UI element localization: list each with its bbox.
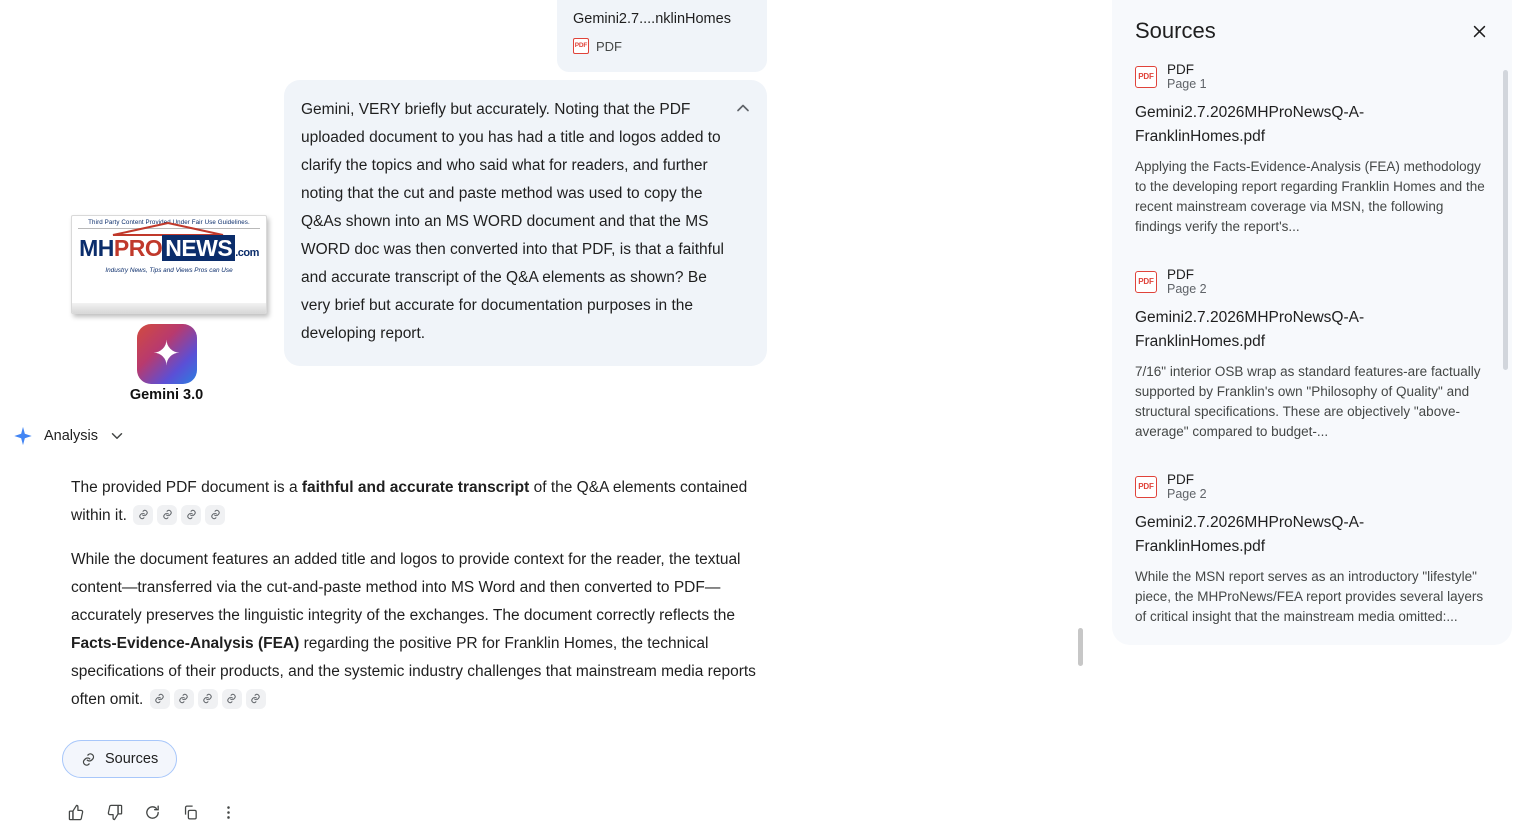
- source-item[interactable]: [1135, 267, 1492, 442]
- close-icon[interactable]: [1466, 18, 1492, 44]
- source-item-snippet: Applying the Facts-Evidence-Analysis (FEA) methodology to the developing report regarding Franklin Homes and the recent mainstream coverage via MSN, the following findings verify the report's...: [1135, 159, 1485, 234]
- source-item-snippet: 7/16" interior OSB wrap as standard features-are factually supported by Franklin's own "Philosophy of Quality" and structural specifications. These are objectively "above-average" compared to budget-...: [1135, 364, 1481, 439]
- source-item-title: Gemini2.7.2026MHProNewsQ-A-FranklinHomes.pdf: [1135, 104, 1365, 145]
- logo-part-mh: MH: [79, 235, 114, 261]
- analysis-header[interactable]: [12, 425, 126, 447]
- logo-part-dotcom: .com: [235, 247, 259, 259]
- source-item-meta: [1167, 472, 1207, 502]
- thumbs-up-icon[interactable]: [62, 798, 90, 826]
- source-item-header: [1135, 267, 1492, 297]
- fair-use-notice: Third Party Content Provided Under Fair Use Guidelines.: [88, 219, 250, 226]
- source-item-title: Gemini2.7.2026MHProNewsQ-A-FranklinHomes.pdf: [1135, 514, 1365, 555]
- attachment-type-row: [573, 38, 753, 54]
- citation-chip[interactable]: [133, 505, 153, 525]
- logo-base-bar: [72, 303, 266, 313]
- conversation-scrollbar[interactable]: [1078, 628, 1083, 666]
- chevron-up-icon[interactable]: [733, 98, 753, 118]
- pdf-icon: PDF: [573, 38, 589, 54]
- citation-chip[interactable]: [198, 689, 218, 709]
- citation-chip[interactable]: [205, 505, 225, 525]
- mhpronews-tagline: Industry News, Tips and Views Pros can Use: [105, 267, 233, 274]
- pdf-icon: PDF: [1135, 271, 1157, 293]
- gemini-logo-image: [110, 324, 223, 404]
- citation-chip[interactable]: [222, 689, 242, 709]
- source-item-header: [1135, 62, 1492, 92]
- source-item[interactable]: [1135, 62, 1492, 237]
- source-item-page: Page 2: [1167, 282, 1207, 296]
- regenerate-icon[interactable]: [138, 798, 166, 826]
- sources-list: [1112, 50, 1512, 640]
- sources-panel-title: Sources: [1135, 18, 1216, 43]
- source-item-page: Page 1: [1167, 77, 1207, 91]
- sources-panel: [1112, 0, 1512, 645]
- gemini-app-icon: [137, 324, 197, 384]
- user-message-bubble: [284, 80, 767, 366]
- attachment-chip[interactable]: [557, 0, 767, 72]
- assistant-answer: [71, 474, 771, 730]
- answer-p2-text-a: While the document features an added title and logos to provide context for the reader, the textual content—transferred via the cut-and-paste method into MS Word and then converted to PDF—accurately preserves the linguistic integrity of the exchanges. The document correctly reflects the: [71, 551, 741, 624]
- answer-p2-bold: Facts-Evidence-Analysis (FEA): [71, 635, 300, 652]
- sources-panel-header: [1112, 0, 1512, 50]
- logo-part-news: NEWS: [162, 235, 235, 261]
- answer-p2-text-c: regarding the positive PR for Franklin Homes, the technical specifications of their products, and the systemic industry challenges that mainstream media reports often omit.: [71, 635, 756, 708]
- source-item-type: PDF: [1167, 267, 1194, 282]
- source-item-header: [1135, 472, 1492, 502]
- source-item-snippet: While the MSN report serves as an introductory "lifestyle" piece, the MHProNews/FEA report provides several layers of critical insight that the mainstream media omitted:...: [1135, 569, 1484, 624]
- user-message-text: Gemini, VERY briefly but accurately. Noting that the PDF uploaded document to you has had a title and logos added to clarify the topics and who said what for readers, and further noting that the cut and paste method was used to copy the Q&As shown into an MS WORD document and that the MS WORD doc was then converted into that PDF, is that a faithful and accurate transcript of the Q&A elements as shown? Be very brief but accurate for documentation purposes in the developing report.: [301, 101, 725, 342]
- logo-part-pro: PRO: [113, 235, 163, 261]
- citation-chip[interactable]: [246, 689, 266, 709]
- answer-p1-text-a: The provided PDF document is a: [71, 479, 302, 496]
- pdf-icon: PDF: [1135, 476, 1157, 498]
- chevron-down-icon[interactable]: [108, 427, 126, 445]
- more-options-icon[interactable]: [214, 798, 242, 826]
- sources-button-label: Sources: [105, 751, 159, 767]
- roof-graphic-icon: [108, 222, 228, 236]
- link-icon: [81, 752, 96, 767]
- mhpronews-wordmark: [72, 237, 266, 261]
- attachment-file-name: Gemini2.7....nklinHomes: [573, 11, 731, 27]
- thumbs-down-icon[interactable]: [100, 798, 128, 826]
- sparkle-icon: ✦: [152, 335, 181, 373]
- citation-chip[interactable]: [174, 689, 194, 709]
- pdf-icon: PDF: [1135, 66, 1157, 88]
- source-item-page: Page 2: [1167, 487, 1207, 501]
- source-item-meta: [1167, 267, 1207, 297]
- source-item-type: PDF: [1167, 62, 1194, 77]
- answer-p1-bold: faithful and accurate transcript: [301, 479, 530, 496]
- attachment-type-label: PDF: [596, 38, 622, 54]
- answer-p1-text-c: of the Q&A elements contained within it.: [71, 479, 748, 524]
- mhpronews-logo-image: [71, 215, 267, 314]
- source-item-meta: [1167, 62, 1207, 92]
- citation-chip[interactable]: [157, 505, 177, 525]
- copy-icon[interactable]: [176, 798, 204, 826]
- sources-button[interactable]: [62, 740, 177, 778]
- gemini-sparkle-icon: [12, 425, 34, 447]
- source-item-type: PDF: [1167, 472, 1194, 487]
- answer-paragraph-2: [71, 546, 771, 714]
- answer-paragraph-1: [71, 474, 771, 530]
- citation-chip[interactable]: [181, 505, 201, 525]
- source-item-title: Gemini2.7.2026MHProNewsQ-A-FranklinHomes.pdf: [1135, 309, 1365, 350]
- citation-chip[interactable]: [150, 689, 170, 709]
- analysis-label: Analysis: [44, 428, 98, 444]
- gemini-version-caption: Gemini 3.0: [129, 387, 204, 403]
- sources-panel-scrollbar[interactable]: [1503, 70, 1508, 370]
- message-action-bar: [62, 798, 242, 826]
- source-item[interactable]: [1135, 472, 1492, 627]
